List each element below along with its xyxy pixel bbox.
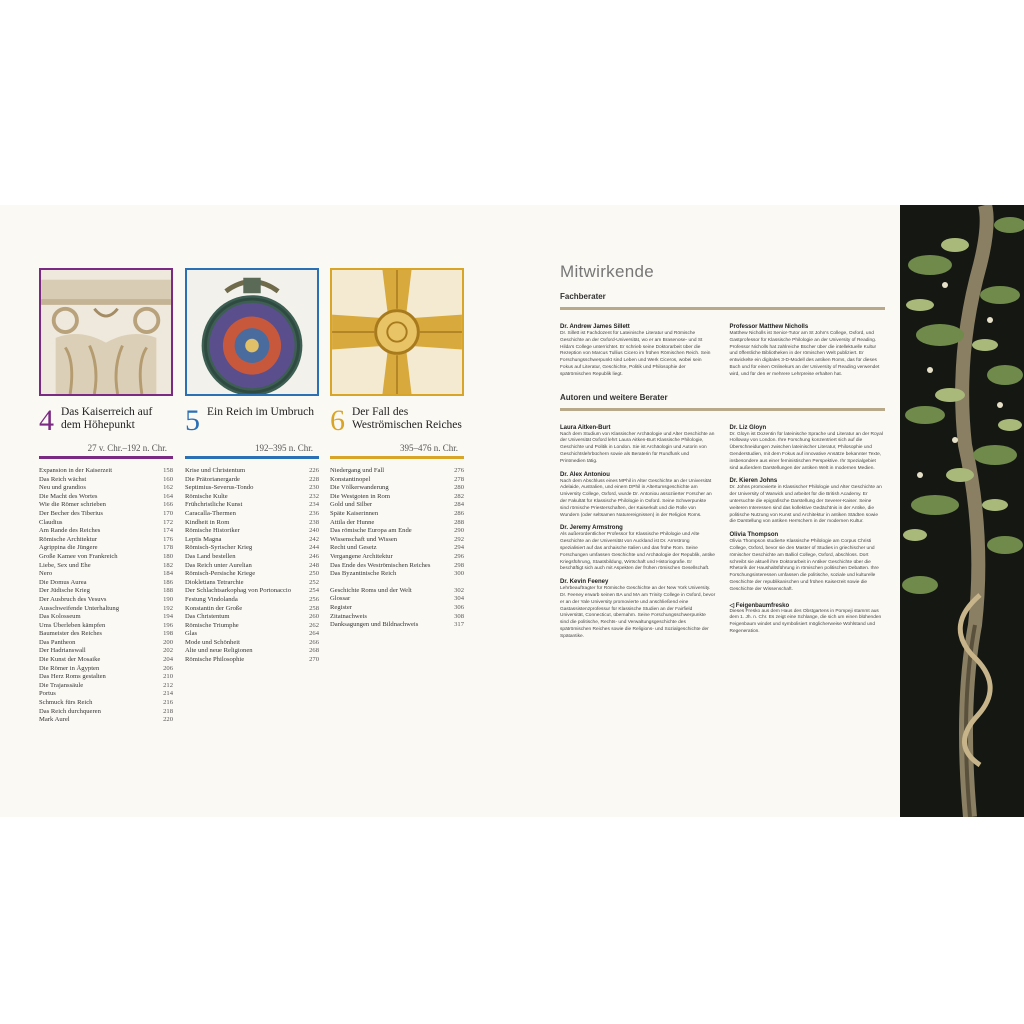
toc-entry-title: Caracalla-Thermen — [185, 509, 236, 517]
toc-entry — [39, 665, 173, 674]
toc-entry — [330, 562, 464, 571]
chapter-date-range: 395–476 n. Chr. — [399, 443, 458, 453]
toc-entry — [185, 562, 319, 571]
person-bio: Dr. Gloyn ist Dozentin für lateinische Sprache und Literatur an der Royal Holloway von London. Ihre Forschung konzentriert sich auf die Überschneidungen zwischen lateinischer Literatur, Philosophie und Genderstudien, mit dem Fokus auf innovative Ansätze bekannter Texte, insbesondere aus einer feministischen Perspektive. Ihr Spezialgebiet sind außerdem Darstellungen der antiken Welt in modernen Medien. — [729, 431, 883, 471]
toc-entry-title: Gold und Silber — [330, 501, 373, 509]
person-name: Dr. Kieren Johns — [729, 478, 778, 485]
toc-entry — [185, 527, 319, 536]
chapter-number: 5 — [185, 404, 200, 437]
toc-entry-title: Mode und Schönheit — [185, 638, 240, 646]
toc-entry-page: 176 — [163, 535, 173, 543]
toc-entry-title: Die Domus Aurea — [39, 578, 87, 586]
chapter-number: 6 — [330, 404, 345, 437]
toc-entry-page: 254 — [309, 587, 319, 595]
toc-entry-title: Römische Philosophie — [185, 656, 245, 664]
toc-entry-title: Baumeister des Reiches — [39, 630, 102, 638]
toc-entry-title: Das Land bestellen — [185, 552, 236, 560]
person-name: Dr. Kevin Feeney — [560, 579, 609, 586]
toc-entry-page: 246 — [309, 552, 319, 560]
person-name: Olivia Thompson — [729, 532, 779, 539]
toc-entry — [330, 467, 464, 476]
toc-entry-title: Die Prätorianergarde — [185, 475, 240, 483]
toc-entry-page: 256 — [309, 595, 319, 603]
toc-entry-title: Mark Aurel — [39, 716, 70, 724]
toc-entry — [39, 553, 173, 562]
toc-entry — [39, 484, 173, 493]
toc-entry — [185, 553, 319, 562]
toc-entry — [39, 630, 173, 639]
toc-entry-page: 188 — [163, 587, 173, 595]
person-name: Professor Matthew Nicholls — [729, 324, 809, 330]
toc-entry-page: 178 — [163, 544, 173, 552]
toc-entry — [39, 587, 173, 596]
chapter-entries — [330, 467, 464, 630]
toc-entry-title: Die Macht des Wortes — [39, 492, 98, 500]
toc-entry-page: 182 — [163, 561, 173, 569]
toc-entry — [39, 562, 173, 571]
toc-entry — [39, 501, 173, 510]
toc-entry-page: 232 — [309, 492, 319, 500]
toc-entry-title: Wie die Römer schrieben — [39, 501, 106, 509]
corinthian-capital-image — [39, 268, 173, 396]
toc-entry-page: 240 — [309, 527, 319, 535]
authors-heading: Autoren und weitere Berater — [560, 393, 885, 411]
toc-entry-title: Die Völkerwanderung — [330, 484, 389, 492]
toc-entry-page: 300 — [454, 570, 464, 578]
toc-entry-title: Glossar — [330, 595, 351, 603]
toc-entry-page: 236 — [309, 509, 319, 517]
toc-entry-title: Das Reich wächst — [39, 475, 87, 483]
person-name: Dr. Alex Antoniou — [560, 471, 610, 478]
toc-entry-title: Die Kunst der Mosaike — [39, 656, 101, 664]
toc-entry-page: 317 — [454, 621, 464, 629]
toc-entry — [39, 605, 173, 614]
toc-entry-title: Krise und Christentum — [185, 467, 246, 474]
chapter-date-range: 27 v. Chr.–192 n. Chr. — [87, 443, 167, 453]
toc-entry — [185, 596, 319, 605]
toc-entry — [185, 519, 319, 528]
toc-entry — [330, 595, 464, 604]
toc-entry-title: Schmuck fürs Reich — [39, 699, 93, 707]
toc-entry — [330, 604, 464, 613]
toc-entry-page: 280 — [454, 484, 464, 492]
contributors-title: Mitwirkende — [560, 262, 654, 281]
toc-entry — [185, 579, 319, 588]
toc-entry — [39, 656, 173, 665]
toc-entry-title: Alte und neue Religionen — [185, 647, 253, 655]
toc-entry-page: 198 — [163, 630, 173, 638]
toc-entry-title: Die Römer in Ägypten — [39, 664, 100, 672]
toc-entry — [185, 613, 319, 622]
toc-entry — [185, 587, 319, 596]
toc-entry-title: Römisch-Persische Kriege — [185, 570, 256, 578]
chapter-title: Der Fall des Weströmischen Reiches — [352, 406, 462, 431]
toc-entry — [330, 570, 464, 579]
toc-entry — [39, 570, 173, 579]
toc-entry-title: Wissenschaft und Wissen — [330, 535, 398, 543]
toc-entry-page: 228 — [309, 475, 319, 483]
toc-entry-title: Römisch-Syrischer Krieg — [185, 544, 253, 552]
toc-entry-page: 306 — [454, 603, 464, 611]
toc-entry-title: Der Ausbruch des Vesuvs — [39, 595, 107, 603]
toc-entry-title: Geschichte Roms und der Welt — [330, 586, 412, 594]
person-bio: Olivia Thompson studierte Klassische Philologie am Corpus Christi College, Oxford, bevor sie den Master of Studies in griechischer und römischer Geschichte am Balliol College, Oxford, abschloss. Dort schreibt sie aktuell ihre Doktorarbeit in Antiker Geschichte über die Rhetorik der Haushaltsführung in römischen politischen Debatten. Ihre Forschungsinteressen umfassen die politische, soziale und kulturelle Geschichte der republikanischen und frühen Kaiserzeit sowie die Geschichte der Wissenschaft. — [729, 539, 879, 592]
toc-entry — [39, 647, 173, 656]
toc-entry — [39, 493, 173, 502]
toc-entry — [39, 699, 173, 708]
toc-entry-page: 260 — [309, 613, 319, 621]
toc-entry-page: 160 — [163, 475, 173, 483]
toc-entry-page: 292 — [454, 535, 464, 543]
chapter-column-4 — [39, 268, 173, 725]
toc-entry-page: 290 — [454, 527, 464, 535]
person-name: Dr. Jeremy Armstrong — [560, 525, 623, 532]
person-name: Laura Aitken-Burt — [560, 424, 611, 431]
toc-entry-title: Das Ende des Weströmischen Reiches — [330, 561, 431, 569]
toc-entry-page: 286 — [454, 509, 464, 517]
toc-entry — [39, 690, 173, 699]
person-name: Dr. Andrew James Sillett — [560, 324, 630, 330]
toc-entry — [39, 682, 173, 691]
chapter-title: Ein Reich im Umbruch — [207, 406, 314, 418]
toc-entry-page: 258 — [309, 604, 319, 612]
toc-entry-page: 234 — [309, 501, 319, 509]
toc-entry-title: Ums Überleben kämpfen — [39, 621, 106, 629]
toc-entry-page: 276 — [454, 467, 464, 474]
toc-entry-page: 202 — [163, 647, 173, 655]
toc-entry-title: Der Schlachtsarkophag von Portonaccio — [185, 587, 292, 595]
toc-entry — [39, 613, 173, 622]
toc-entry-title: Ausschweifende Unterhaltung — [39, 604, 120, 612]
toc-entry-title: Das Byzantinische Reich — [330, 570, 397, 578]
toc-entry-title: Der Becher des Tiberius — [39, 509, 103, 517]
toc-entry — [185, 656, 319, 665]
toc-entry — [39, 527, 173, 536]
toc-entry-title: Der Hadrianswall — [39, 647, 86, 655]
toc-entry-page: 268 — [309, 647, 319, 655]
advisors-block — [560, 318, 885, 379]
toc-entry-title: Das Pantheon — [39, 638, 76, 646]
toc-entry — [39, 510, 173, 519]
toc-entry — [330, 501, 464, 510]
toc-entry-page: 180 — [163, 552, 173, 560]
person-name: Dr. Liz Gloyn — [729, 424, 767, 431]
toc-entry-page: 192 — [163, 604, 173, 612]
chapter-entries — [39, 467, 173, 725]
chapter-heading — [185, 404, 319, 459]
enamel-flask-image — [185, 268, 319, 396]
toc-entry — [330, 621, 464, 630]
toc-entry — [39, 476, 173, 485]
person-bio: Dr. Sillett ist Fachdozent für Lateinische Literatur und Römische Geschichte an der Oxford-Universität, wo er am Brasenose- und St Hilda's College unterrichtet. Er schrieb seine Doktorarbeit über die Rezeption von Marcus Tullius Cicero im frühen Römischen Reich. Sein Forschungsschwerpunkt sind Leben und Werk Ciceros, wobei sein Fokus auf Literatur, Geschichte, Politik und Philosophie der spätrömischen Republik liegt. — [560, 331, 711, 377]
fig-tree-fresco-image — [900, 205, 1024, 817]
toc-entry-title: Das Christentum — [185, 613, 230, 621]
toc-entry — [185, 484, 319, 493]
toc-entry — [39, 708, 173, 717]
toc-entry-page: 194 — [163, 613, 173, 621]
toc-entry-page: 248 — [309, 561, 319, 569]
toc-entry — [39, 716, 173, 725]
toc-entry-page: 218 — [163, 707, 173, 715]
toc-entry-page: 244 — [309, 544, 319, 552]
toc-entry-title: Septimius-Severus-Tondo — [185, 484, 254, 492]
chapter-heading — [39, 404, 173, 459]
toc-entry — [185, 510, 319, 519]
chapter-title: Das Kaiserreich auf dem Höhepunkt — [61, 406, 153, 431]
toc-entry-page: 170 — [163, 509, 173, 517]
toc-entry-title: Glas — [185, 630, 198, 638]
toc-entry — [185, 476, 319, 485]
toc-entry-page: 206 — [163, 664, 173, 672]
toc-entry-page: 226 — [309, 467, 319, 474]
toc-entry-page: 200 — [163, 638, 173, 646]
toc-entry-title: Der Jüdische Krieg — [39, 587, 90, 595]
toc-entry-page: 174 — [163, 527, 173, 535]
toc-entry — [185, 570, 319, 579]
toc-entry-title: Register — [330, 603, 352, 611]
toc-entry — [39, 536, 173, 545]
toc-entry-page: 278 — [454, 475, 464, 483]
person-bio: Matthew Nicholls ist Senior-Tutor am St John's College, Oxford, und Gastprofessor für Klassische Philologie an der University of Reading. Professor Nicholls hat zahlreiche Bücher über die intellektuelle Kultur und öffentliche Bibliotheken in der römischen Welt publiziert. Er entwickelte ein digitales 3-D-Modell des antiken Roms, das für dieses Buch und für einen Onlinekurs an der University of Reading verwendet wird, und für den er mehrere Lehrpreise erhalten hat. — [729, 331, 880, 377]
toc-entry-title: Konstantin der Große — [185, 604, 243, 612]
toc-entry-title: Römische Kulte — [185, 492, 228, 500]
toc-entry-page: 166 — [163, 501, 173, 509]
toc-entry-page: 284 — [454, 501, 464, 509]
toc-entry-title: Festung Vindolanda — [185, 595, 238, 603]
toc-entry-page: 238 — [309, 518, 319, 526]
toc-entry — [185, 647, 319, 656]
toc-entry-title: Konstantinopel — [330, 475, 371, 483]
toc-entry-title: Die Westgoten in Rom — [330, 492, 390, 500]
toc-entry — [330, 544, 464, 553]
toc-entry — [185, 536, 319, 545]
toc-entry-page: 242 — [309, 535, 319, 543]
toc-entry-page: 164 — [163, 492, 173, 500]
toc-entry-page: 262 — [309, 621, 319, 629]
toc-entry-page: 288 — [454, 518, 464, 526]
toc-entry-title: Liebe, Sex und Ehe — [39, 561, 91, 569]
toc-entry — [330, 484, 464, 493]
toc-entry-page: 196 — [163, 621, 173, 629]
authors-block — [560, 419, 885, 641]
toc-entry — [330, 536, 464, 545]
toc-entry — [185, 630, 319, 639]
toc-entry-title: Zitatnachweis — [330, 612, 367, 620]
toc-entry-title: Expansion in der Kaiserzeit — [39, 467, 113, 474]
toc-entry-title: Portus — [39, 690, 56, 698]
toc-entry-page: 302 — [454, 586, 464, 594]
toc-entry-title: Attila der Hunne — [330, 518, 375, 526]
toc-entry — [330, 493, 464, 502]
toc-entry-title: Das Kolosseum — [39, 613, 81, 621]
toc-entry-title: Diokletians Tetrarchie — [185, 578, 244, 586]
toc-entry-page: 294 — [454, 544, 464, 552]
toc-entry — [39, 519, 173, 528]
person-bio: Als außerordentlicher Professor für Klassische Philologie und Alte Geschichte an der Universität von Auckland ist Dr. Armstrong spezialisiert auf das archaische Italien und das frühe Rom. Seine Forschungen umfassen Geschichte und Archäologie der Republik, antike Kriegsführung, Staatsbildung, Wirtschaft und Historiografie. Er beschäftigt sich auch mit Aspekten der frühen römischen Gesellschaft. — [560, 532, 715, 572]
toc-entry-title: Claudius — [39, 518, 63, 526]
toc-entry-title: Große Kamee von Frankreich — [39, 552, 118, 560]
toc-entry-page: 216 — [163, 699, 173, 707]
toc-entry-title: Neu und grandios — [39, 484, 86, 492]
toc-entry-page: 204 — [163, 656, 173, 664]
toc-entry-title: Nero — [39, 570, 53, 578]
toc-entry — [39, 467, 173, 476]
gold-cross-image — [330, 268, 464, 396]
toc-entry-page: 250 — [309, 570, 319, 578]
toc-entry-page: 282 — [454, 492, 464, 500]
toc-entry — [330, 476, 464, 485]
chapter-number: 4 — [39, 404, 54, 437]
toc-entry-title: Das Herz Roms gestalten — [39, 673, 106, 681]
caption-text: Dieses Fresko aus dem Haus des Obstgartens in Pompeji stammt aus dem 1. Jh. n. Chr. Es zeigt eine Schlange, die sich um einen blühenden Feigenbaum windet und symbolisiert möglicherweise Wohlstand und Regeneration. — [729, 608, 882, 634]
toc-entry-title: Kindheit in Rom — [185, 518, 230, 526]
toc-entry — [330, 527, 464, 536]
chapter-column-6 — [330, 268, 464, 630]
toc-entry — [330, 519, 464, 528]
toc-entry-title: Späte Kaiserinnen — [330, 509, 379, 517]
toc-entry-page: 158 — [163, 467, 173, 474]
toc-entry — [39, 596, 173, 605]
toc-entry — [39, 579, 173, 588]
toc-entry-title: Römische Triumphe — [185, 621, 239, 629]
chapter-column-5 — [185, 268, 319, 665]
toc-entry-page: 264 — [309, 630, 319, 638]
toc-entry — [39, 622, 173, 631]
advisors-heading: Fachberater — [560, 292, 885, 310]
toc-entry — [39, 673, 173, 682]
toc-entry-title: Vergangene Architektur — [330, 552, 393, 560]
person-bio: Lehrbeauftragter für Römische Geschichte an der New York University. Dr. Feeney erwarb seinen BA und MA am Trinity College in Oxford, bevor er an der Yale University promovierte und anschließend eine Gastassistenzprofessur für Klassische Studien an der Fairfield Universität, Connecticut, übernahm. Seine Forschungsschwerpunkte sind die politische, Rechts- und Verwaltungsgeschichte des spätrömischen Reiches sowie die Religions- und Sozialgeschichte der Spätantike. — [560, 586, 716, 639]
toc-entry-page: 308 — [454, 612, 464, 620]
toc-entry-page: 190 — [163, 595, 173, 603]
toc-entry-title: Recht und Gesetz — [330, 544, 377, 552]
chapter-entries — [185, 467, 319, 665]
toc-entry-title: Römische Architektur — [39, 535, 98, 543]
toc-entry-page: 270 — [309, 656, 319, 664]
toc-entry-page: 220 — [163, 716, 173, 724]
toc-entry-title: Das Reich durchqueren — [39, 707, 101, 715]
person-bio: Dr. Johns promovierte in Klassischer Philologie und Alter Geschichte an der University of Warwick und arbeitet für die British Academy. Er untersuchte die epigrafische Darstellung der Severer-Kaiser. Seine weiteren Interessen sind das kollektive Gedächtnis in der Antike, die politische Nutzung von Kunst und Architektur in antiken Städten sowie die Darstellung von antiken Herrschern in der modernen Kultur. — [729, 485, 882, 525]
toc-entry — [185, 467, 319, 476]
chapter-date-range: 192–395 n. Chr. — [254, 443, 313, 453]
toc-entry — [185, 605, 319, 614]
contributors-section — [560, 262, 885, 641]
toc-entry — [39, 544, 173, 553]
person-bio: Nach dem Studium von Klassischer Archäologie und Alter Geschichte an der Universität Oxford lehrt Laura Aitken-Burt Klassische Philologie, Geschichte und Politik in London. Sie ist Archäologin und Autorin von Geschichtslehrbüchern sowie als Beraterin für Rundfunk und Printmedien tätig. — [560, 431, 715, 464]
toc-entry — [330, 613, 464, 622]
toc-entry-page: 252 — [309, 578, 319, 586]
toc-entry — [39, 639, 173, 648]
toc-entry-title: Leptis Magna — [185, 535, 222, 543]
toc-entry-title: Niedergang und Fall — [330, 467, 385, 474]
toc-entry — [185, 501, 319, 510]
toc-entry-page: 162 — [163, 484, 173, 492]
toc-entry-page: 210 — [163, 673, 173, 681]
toc-entry-title: Danksagungen und Bildnachweis — [330, 621, 419, 629]
toc-entry-page: 304 — [454, 595, 464, 603]
toc-entry — [330, 587, 464, 596]
toc-entry-page: 184 — [163, 570, 173, 578]
chapter-heading — [330, 404, 464, 459]
toc-entry — [185, 544, 319, 553]
toc-entry — [330, 553, 464, 562]
toc-entry — [185, 622, 319, 631]
toc-entry — [185, 493, 319, 502]
toc-entry-title: Das Reich unter Aurelian — [185, 561, 252, 569]
toc-entry-page: 214 — [163, 690, 173, 698]
caption-title: ◁ Feigenbaumfresko — [729, 602, 790, 609]
toc-entry — [185, 639, 319, 648]
toc-entry — [330, 510, 464, 519]
toc-entry-page: 298 — [454, 561, 464, 569]
toc-entry-page: 296 — [454, 552, 464, 560]
toc-entry-title: Römische Historiker — [185, 527, 240, 535]
person-bio: Nach dem Abschluss eines MPhil in Alter Geschichte an der Universität Adelaide, Australien, und einem DPhil in Altertumsgeschichte am University College, Oxford, wurde Dr. Antoniou assoziierter Forscher an der Fakultät für Klassische Philologie in Oxford. Seine Schwerpunkte sind römische Priesterschaften, der Kaiserkult und die Rolle von Wundern (oder seltsamen Naturereignissen) in der Religion Roms. — [560, 478, 712, 518]
toc-entry-title: Frühchristliche Kunst — [185, 501, 243, 509]
toc-entry-title: Die Trajanssäule — [39, 681, 84, 689]
toc-entry-title: Das römische Europa am Ende — [330, 527, 412, 535]
toc-entry-title: Am Rande des Reiches — [39, 527, 101, 535]
toc-entry-page: 266 — [309, 638, 319, 646]
toc-entry-page: 230 — [309, 484, 319, 492]
toc-entry-title: Agrippina die Jüngere — [39, 544, 98, 552]
toc-entry-page: 212 — [163, 681, 173, 689]
toc-entry-page: 186 — [163, 578, 173, 586]
toc-entry-page: 172 — [163, 518, 173, 526]
